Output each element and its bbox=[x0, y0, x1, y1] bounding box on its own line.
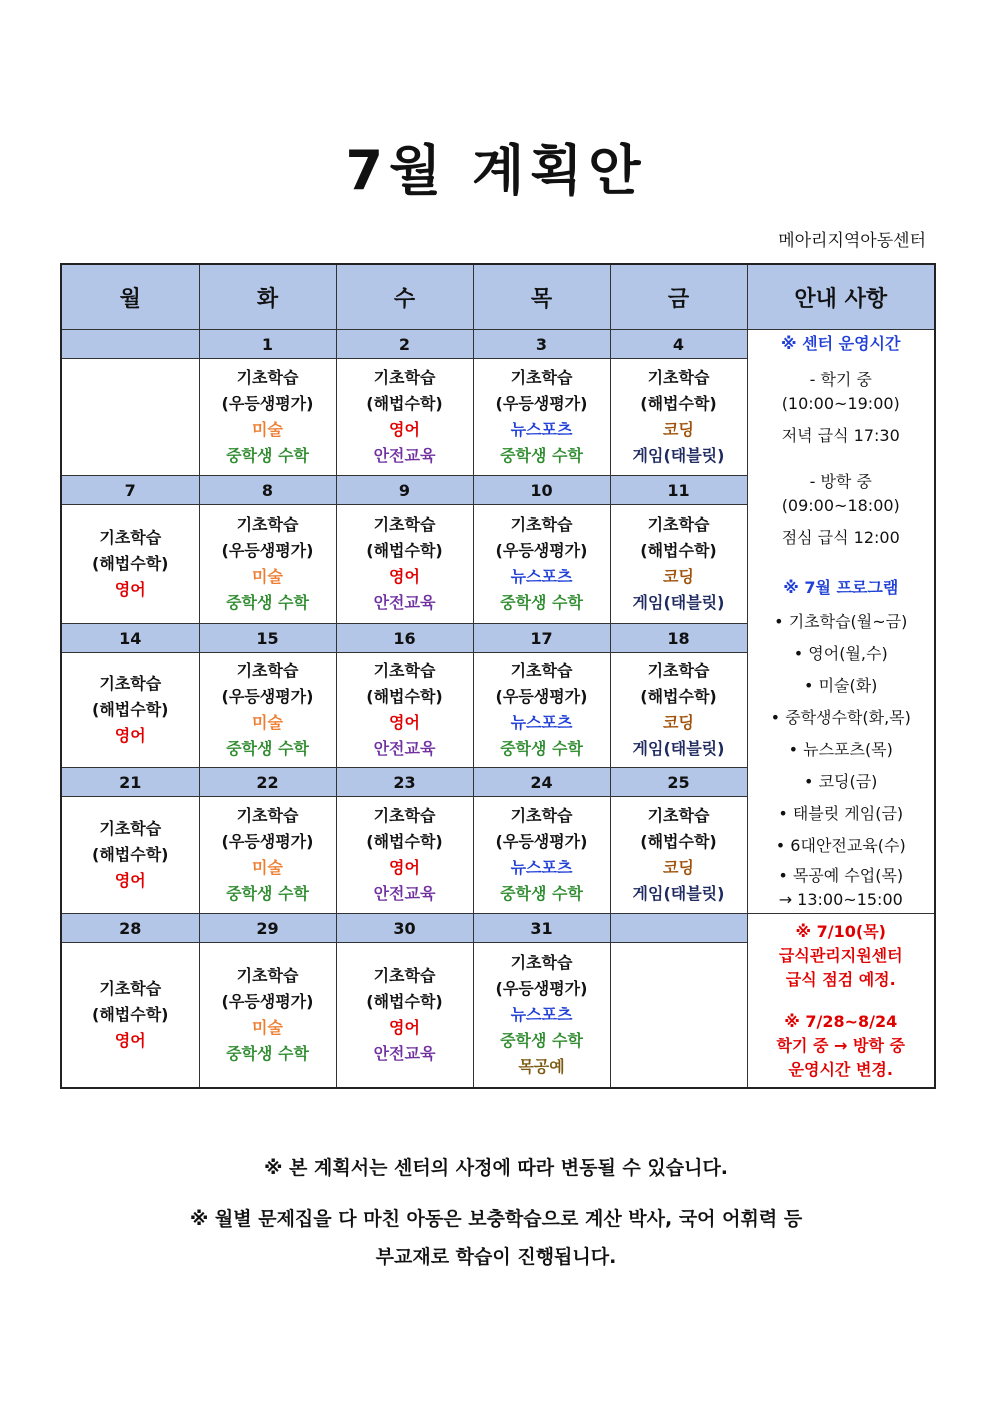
activity-cell bbox=[61, 797, 199, 914]
activity-item: 중학생 수학 bbox=[226, 593, 309, 612]
activity-item: 기초학습 bbox=[236, 368, 299, 387]
calendar-table bbox=[60, 263, 936, 1089]
notice-line: - 방학 중 bbox=[809, 471, 872, 491]
activity-item: 기초학습 bbox=[373, 806, 436, 825]
activity-item: (우등생평가) bbox=[495, 394, 588, 413]
activity-item: 기초학습 bbox=[647, 515, 710, 534]
activity-item: 영어 bbox=[389, 420, 420, 439]
footer-note-2: ※ 월별 문제집을 다 마친 아동은 보충학습으로 계산 박사, 국어 어휘력 등 bbox=[189, 1208, 803, 1230]
notice-line: ※ 7월 프로그램 bbox=[783, 577, 899, 597]
activity-item: 안전교육 bbox=[373, 1044, 436, 1063]
date-cell: 31 bbox=[473, 914, 610, 943]
activity-item: 중학생 수학 bbox=[500, 739, 583, 758]
activity-item: 코딩 bbox=[663, 567, 694, 586]
activity-item: 중학생 수학 bbox=[226, 446, 309, 465]
date-cell: 15 bbox=[199, 624, 336, 653]
notice-line: 학기 중 → 방학 중 bbox=[776, 1035, 905, 1055]
activity-item: (해법수학) bbox=[640, 832, 717, 851]
date-row bbox=[61, 330, 935, 359]
activity-item: 중학생 수학 bbox=[226, 1044, 309, 1063]
date-cell: 24 bbox=[473, 768, 610, 797]
activity-item: (해법수학) bbox=[640, 541, 717, 560]
header-tue: 화 bbox=[199, 264, 336, 330]
notice-line: • 목공예 수업(목) bbox=[778, 865, 904, 885]
activity-item: (우등생평가) bbox=[495, 687, 588, 706]
notice-line: → 13:00~15:00 bbox=[778, 889, 903, 909]
activity-item: (우등생평가) bbox=[221, 832, 314, 851]
activity-item: (우등생평가) bbox=[495, 832, 588, 851]
date-cell: 30 bbox=[336, 914, 473, 943]
date-cell: 2 bbox=[336, 330, 473, 359]
activity-item: 영어 bbox=[389, 713, 420, 732]
activity-cell bbox=[199, 943, 336, 1089]
activity-item: 코딩 bbox=[663, 858, 694, 877]
activity-item: (우등생평가) bbox=[221, 541, 314, 560]
activity-cell bbox=[610, 653, 747, 768]
activity-item: 코딩 bbox=[663, 420, 694, 439]
header-fri: 금 bbox=[610, 264, 747, 330]
activity-item: (해법수학) bbox=[92, 845, 169, 864]
header-wed: 수 bbox=[336, 264, 473, 330]
activity-item: 뉴스포츠 bbox=[510, 1005, 573, 1024]
header-mon: 월 bbox=[61, 264, 199, 330]
notice-panel-lower bbox=[747, 914, 935, 1089]
notice-line: 저녁 급식 17:30 bbox=[781, 425, 900, 445]
date-cell: 16 bbox=[336, 624, 473, 653]
activity-item: 미술 bbox=[252, 858, 283, 877]
activity-cell bbox=[61, 359, 199, 476]
date-cell: 25 bbox=[610, 768, 747, 797]
header-thu: 목 bbox=[473, 264, 610, 330]
activity-cell bbox=[473, 797, 610, 914]
date-cell: 29 bbox=[199, 914, 336, 943]
activity-item: 기초학습 bbox=[373, 515, 436, 534]
date-cell: 22 bbox=[199, 768, 336, 797]
notice-line: (09:00~18:00) bbox=[781, 495, 900, 515]
activity-cell bbox=[610, 359, 747, 476]
date-cell: 3 bbox=[473, 330, 610, 359]
activity-item: 기초학습 bbox=[99, 674, 162, 693]
activity-item: 기초학습 bbox=[373, 661, 436, 680]
activity-item: 영어 bbox=[114, 1031, 146, 1050]
header-row bbox=[61, 264, 935, 330]
notice-line: - 학기 중 bbox=[809, 369, 872, 389]
notice-line: 운영시간 변경. bbox=[788, 1059, 893, 1079]
activity-item: 뉴스포츠 bbox=[510, 420, 573, 439]
activity-item: (우등생평가) bbox=[221, 687, 314, 706]
activity-item: 기초학습 bbox=[510, 806, 573, 825]
notice-line: • 중학생수학(화,목) bbox=[770, 707, 911, 727]
date-cell: 17 bbox=[473, 624, 610, 653]
activity-cell bbox=[199, 797, 336, 914]
activity-cell bbox=[336, 505, 473, 624]
activity-item: (해법수학) bbox=[366, 832, 443, 851]
activity-item: 중학생 수학 bbox=[226, 739, 309, 758]
activity-item: 목공예 bbox=[518, 1057, 565, 1076]
activity-item: (해법수학) bbox=[366, 394, 443, 413]
activity-item: 기초학습 bbox=[99, 819, 162, 838]
activity-item: (해법수학) bbox=[366, 541, 443, 560]
activity-item: 미술 bbox=[252, 713, 283, 732]
activity-item: 안전교육 bbox=[373, 446, 436, 465]
activity-item: (우등생평가) bbox=[495, 979, 588, 998]
activity-item: 기초학습 bbox=[99, 528, 162, 547]
notice-line: 급식관리지원센터 bbox=[778, 945, 903, 965]
activity-item: 기초학습 bbox=[510, 953, 573, 972]
activity-item: 게임(태블릿) bbox=[632, 739, 725, 758]
activity-item: (해법수학) bbox=[366, 687, 443, 706]
org-name: 메아리지역아동센터 bbox=[778, 231, 926, 251]
date-cell: 28 bbox=[61, 914, 199, 943]
activity-cell bbox=[473, 359, 610, 476]
notice-panel bbox=[747, 330, 935, 914]
activity-cell bbox=[610, 943, 747, 1089]
activity-cell bbox=[336, 653, 473, 768]
activity-item: 기초학습 bbox=[99, 979, 162, 998]
activity-item: 중학생 수학 bbox=[500, 884, 583, 903]
date-cell: 1 bbox=[199, 330, 336, 359]
date-cell: 10 bbox=[473, 476, 610, 505]
header-notice: 안내 사항 bbox=[747, 264, 935, 330]
activity-item: 미술 bbox=[252, 567, 283, 586]
activity-item: (해법수학) bbox=[640, 394, 717, 413]
date-cell bbox=[610, 914, 747, 943]
activity-item: 안전교육 bbox=[373, 884, 436, 903]
activity-item: 기초학습 bbox=[236, 661, 299, 680]
activity-cell bbox=[610, 797, 747, 914]
activity-cell bbox=[199, 505, 336, 624]
activity-item: (해법수학) bbox=[640, 687, 717, 706]
activity-item: (해법수학) bbox=[92, 1005, 169, 1024]
activity-cell bbox=[473, 505, 610, 624]
notice-line: • 기초학습(월~금) bbox=[774, 611, 908, 631]
activity-item: 게임(태블릿) bbox=[632, 884, 725, 903]
date-cell: 18 bbox=[610, 624, 747, 653]
notice-line: • 6대안전교육(수) bbox=[775, 835, 906, 855]
notice-line: 급식 점검 예정. bbox=[785, 969, 896, 989]
activity-cell bbox=[336, 797, 473, 914]
notice-line: ※ 7/10(목) bbox=[795, 921, 886, 941]
activity-item: (우등생평가) bbox=[221, 394, 314, 413]
date-cell: 23 bbox=[336, 768, 473, 797]
notice-line: ※ 7/28~8/24 bbox=[784, 1011, 898, 1031]
activity-item: 미술 bbox=[252, 420, 283, 439]
activity-item: 기초학습 bbox=[510, 515, 573, 534]
activity-cell bbox=[336, 943, 473, 1089]
activity-item: 중학생 수학 bbox=[500, 1031, 583, 1050]
activity-item: 기초학습 bbox=[647, 368, 710, 387]
activity-cell bbox=[199, 653, 336, 768]
activity-item: 뉴스포츠 bbox=[510, 567, 573, 586]
date-cell: 9 bbox=[336, 476, 473, 505]
date-cell: 4 bbox=[610, 330, 747, 359]
activity-item: 중학생 수학 bbox=[500, 446, 583, 465]
activity-item: 기초학습 bbox=[373, 966, 436, 985]
activity-item: (해법수학) bbox=[92, 700, 169, 719]
activity-cell bbox=[473, 943, 610, 1089]
notice-line: • 태블릿 게임(금) bbox=[778, 803, 904, 823]
activity-item: 코딩 bbox=[663, 713, 694, 732]
activity-item: 영어 bbox=[114, 726, 146, 745]
activity-item: 기초학습 bbox=[510, 368, 573, 387]
activity-item: (해법수학) bbox=[366, 992, 443, 1011]
activity-item: 뉴스포츠 bbox=[510, 858, 573, 877]
activity-item: (해법수학) bbox=[92, 554, 169, 573]
activity-cell bbox=[473, 653, 610, 768]
activity-item: 게임(태블릿) bbox=[632, 593, 725, 612]
activity-cell bbox=[61, 505, 199, 624]
activity-item: 영어 bbox=[389, 567, 420, 586]
activity-item: 뉴스포츠 bbox=[510, 713, 573, 732]
notice-line: • 미술(화) bbox=[804, 675, 878, 695]
activity-item: (우등생평가) bbox=[495, 541, 588, 560]
activity-item: 기초학습 bbox=[236, 966, 299, 985]
activity-item: 안전교육 bbox=[373, 593, 436, 612]
footer-note-1: ※ 본 계획서는 센터의 사정에 따라 변동될 수 있습니다. bbox=[263, 1157, 729, 1179]
activity-item: 중학생 수학 bbox=[500, 593, 583, 612]
activity-item: 게임(태블릿) bbox=[632, 446, 725, 465]
date-cell: 14 bbox=[61, 624, 199, 653]
activity-item: (우등생평가) bbox=[221, 992, 314, 1011]
activity-item: 영어 bbox=[389, 1018, 420, 1037]
date-row bbox=[61, 914, 935, 943]
activity-item: 기초학습 bbox=[647, 661, 710, 680]
date-cell: 7 bbox=[61, 476, 199, 505]
activity-item: 중학생 수학 bbox=[226, 884, 309, 903]
activity-item: 기초학습 bbox=[647, 806, 710, 825]
date-cell: 21 bbox=[61, 768, 199, 797]
date-cell: 11 bbox=[610, 476, 747, 505]
activity-cell bbox=[61, 653, 199, 768]
activity-item: 기초학습 bbox=[236, 515, 299, 534]
activity-item: 안전교육 bbox=[373, 739, 436, 758]
activity-item: 기초학습 bbox=[510, 661, 573, 680]
notice-line: (10:00~19:00) bbox=[781, 393, 900, 413]
page-title: 7월 계획안 bbox=[345, 139, 647, 202]
notice-line: • 코딩(금) bbox=[804, 771, 878, 791]
activity-item: 기초학습 bbox=[373, 368, 436, 387]
notice-line: • 뉴스포츠(목) bbox=[788, 739, 893, 759]
footer-note-3: 부교재로 학습이 진행됩니다. bbox=[375, 1246, 617, 1268]
activity-item: 영어 bbox=[114, 580, 146, 599]
activity-cell bbox=[336, 359, 473, 476]
activity-item: 기초학습 bbox=[236, 806, 299, 825]
activity-item: 영어 bbox=[114, 871, 146, 890]
notice-line: • 영어(월,수) bbox=[793, 643, 888, 663]
activity-item: 영어 bbox=[389, 858, 420, 877]
activity-item: 미술 bbox=[252, 1018, 283, 1037]
date-cell: 8 bbox=[199, 476, 336, 505]
notice-line: ※ 센터 운영시간 bbox=[781, 333, 901, 353]
notice-line: 점심 급식 12:00 bbox=[781, 527, 900, 547]
date-cell bbox=[61, 330, 199, 359]
activity-cell bbox=[610, 505, 747, 624]
activity-cell bbox=[61, 943, 199, 1089]
activity-cell bbox=[199, 359, 336, 476]
